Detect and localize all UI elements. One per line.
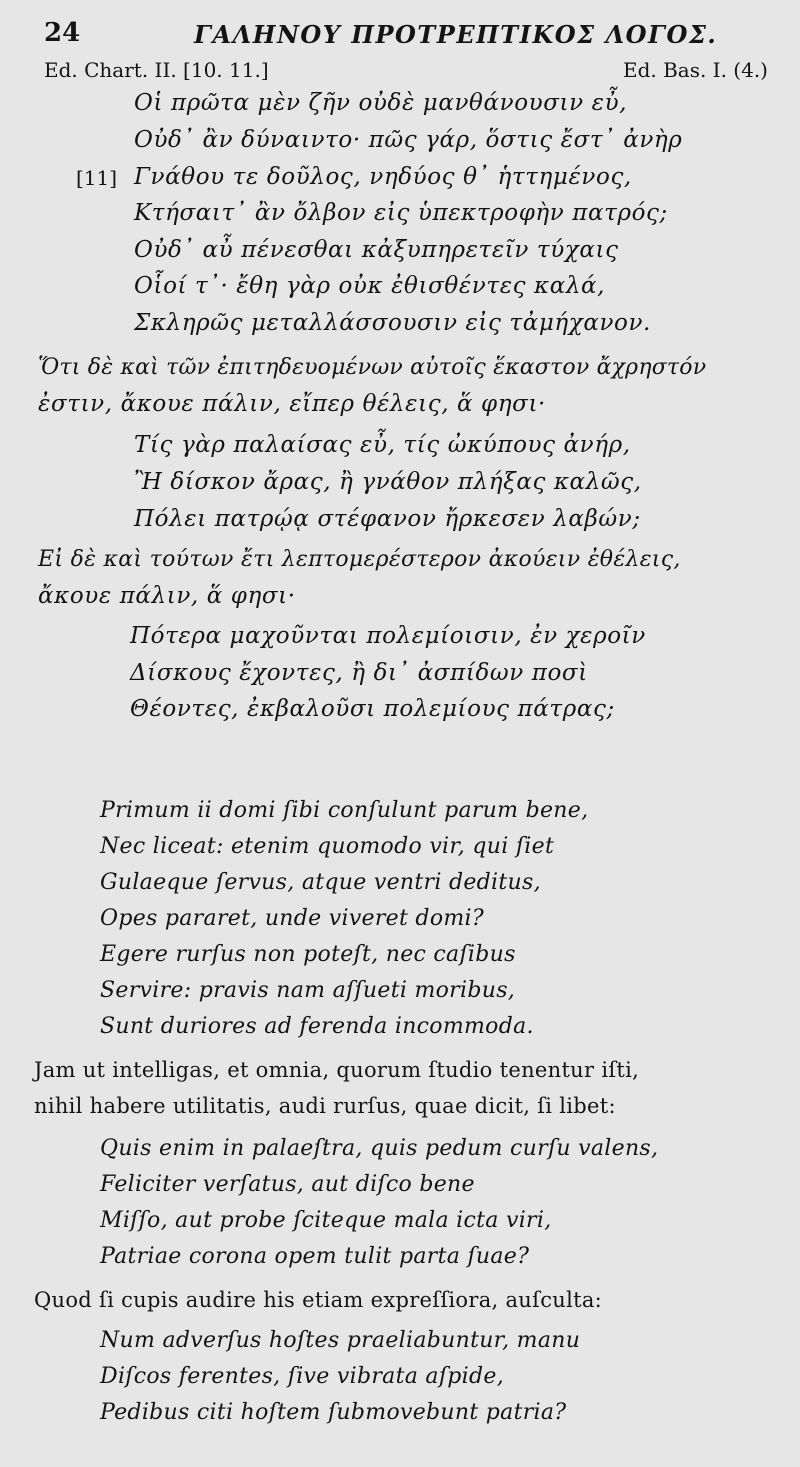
greek-verse-line: Ἢ δίσκον ἄρας, ἢ γνάθον πλήξας καλῶς, [134, 469, 642, 495]
greek-verse-line: Πότερα μαχοῦνται πολεμίοισιν, ἐν χεροῖν [130, 623, 646, 649]
greek-verse-line: Οἱ πρῶτα μὲν ζῆν οὐδὲ μανθάνουσιν εὖ, [134, 90, 628, 116]
greek-verse-line: Γνάθου τε δοῦλος, νηδύος θ᾽ ἡττημένος, [134, 164, 632, 190]
latin-verse-line: Egere rurſus non poteſt, nec caſibus [100, 942, 516, 967]
greek-verse-line: Τίς γὰρ παλαίσας εὖ, τίς ὠκύπους ἀνήρ, [134, 432, 631, 458]
latin-verse-line: Patriae corona opem tulit parta ſuae? [100, 1244, 530, 1269]
greek-prose-line: Ὅτι δὲ καὶ τῶν ἐπιτηδευομένων αὐτοῖς ἕκαστον ἄχρηστόν [38, 355, 707, 380]
latin-verse-line: Miſſo, aut probe ſciteque mala icta viri, [100, 1208, 552, 1233]
greek-verse-line: Θέοντες, ἐκβαλοῦσι πολεμίους πάτρας; [130, 696, 615, 722]
greek-verse-line: Σκληρῶς μεταλλάσσουσιν εἰς τἀμήχανον. [134, 310, 651, 336]
latin-verse-line: Sunt duriores ad ferenda incommoda. [100, 1014, 534, 1039]
edition-references [44, 58, 768, 86]
latin-prose-line: Quod ſi cupis audire his etiam expreſſiora, auſculta: [34, 1288, 603, 1312]
latin-prose-line: nihil habere utilitatis, audi rurſus, quae dicit, ſi libet: [34, 1094, 616, 1118]
running-title: ΓΑΛΗΝΟΥ ΠΡΟΤΡΕΠΤΙΚΟΣ ΛΟΓΟΣ. [194, 20, 718, 49]
latin-verse-line: Quis enim in palaeſtra, quis pedum curſu valens, [100, 1136, 659, 1161]
latin-verse-line: Feliciter verſatus, aut diſco bene [100, 1172, 475, 1197]
latin-verse-line: Primum ii domi ſibi conſulunt parum bene, [100, 798, 589, 823]
greek-verse-line: Δίσκους ἔχοντες, ἢ δι᾽ ἀσπίδων ποσὶ [130, 660, 588, 686]
latin-prose-line: Jam ut intelligas, et omnia, quorum ſtudio tenentur iſti, [34, 1058, 640, 1082]
edition-left: Ed. Chart. II. [10. 11.] [44, 58, 269, 82]
latin-verse-line: Gulaeque ſervus, atque ventri deditus, [100, 870, 541, 895]
latin-verse-line: Servire: pravis nam aſſueti moribus, [100, 978, 516, 1003]
edition-right: Ed. Bas. I. (4.) [622, 58, 768, 82]
greek-verse-line: Οὐδ᾽ αὖ πένεσθαι κἀξυπηρετεῖν τύχαις [134, 237, 619, 263]
greek-prose-line: Εἰ δὲ καὶ τούτων ἔτι λεπτομερέστερον ἀκούειν ἐθέλεις, [38, 547, 681, 572]
latin-verse-line: Nec liceat: etenim quomodo vir, qui ſiet [100, 834, 555, 859]
page-header [44, 18, 764, 52]
greek-verse-line: Πόλει πατρῴᾳ στέφανον ἤρκεσεν λαβών; [134, 506, 641, 532]
latin-verse-line: Opes pararet, unde viveret domi? [100, 906, 484, 931]
greek-prose-line: ἐστιν, ἄκουε πάλιν, εἴπερ θέλεις, ἅ φησι· [38, 391, 546, 417]
latin-verse-line: Num adverſus hoſtes praeliabuntur, manu [100, 1328, 581, 1353]
page-number: 24 [44, 18, 81, 48]
greek-verse-line: Οἷοί τ᾽· ἔθη γὰρ οὐκ ἐθισθέντες καλά, [134, 273, 606, 299]
greek-verse-line: Οὐδ᾽ ἂν δύναιντο· πῶς γάρ, ὅστις ἔστ᾽ ἀνὴρ [134, 127, 683, 153]
greek-verse-line: Κτήσαιτ᾽ ἂν ὄλβον εἰς ὑπεκτροφὴν πατρός; [134, 200, 668, 226]
page-marker: [11] [76, 166, 118, 190]
latin-verse-line: Pedibus citi hoſtem ſubmovebunt patria? [100, 1400, 567, 1425]
greek-prose-line: ἄκουε πάλιν, ἅ φησι· [38, 583, 296, 609]
latin-verse-line: Diſcos ferentes, ſive vibrata aſpide, [100, 1364, 504, 1389]
